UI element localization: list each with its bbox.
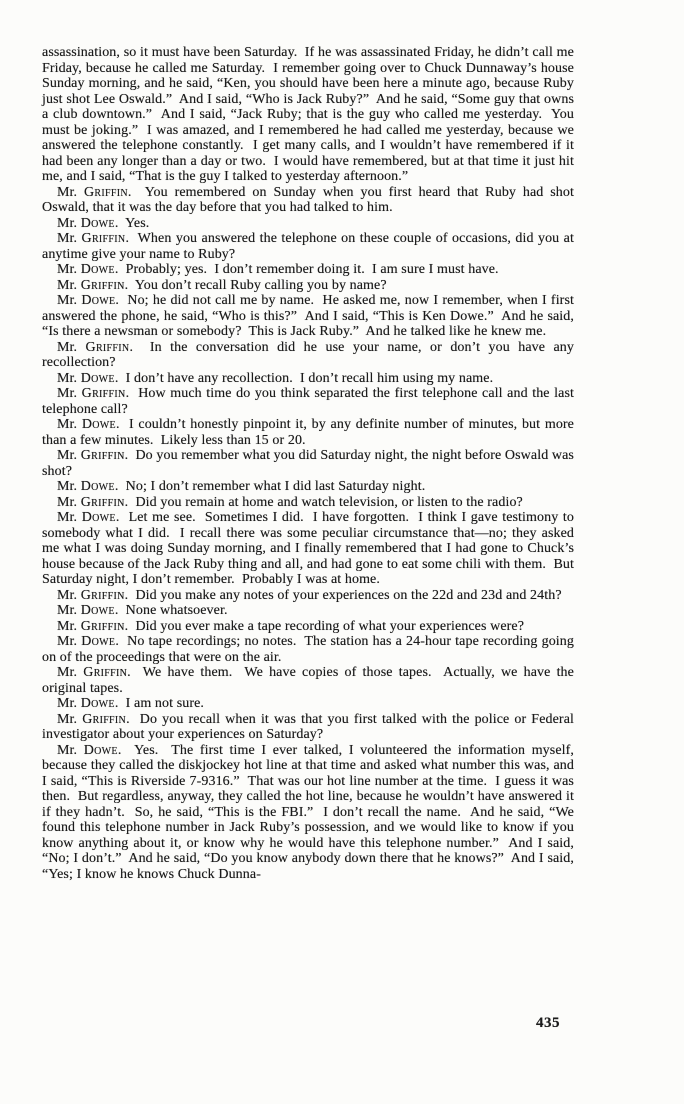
dialogue-section — [42, 184, 578, 883]
speaker-name: Dowe — [81, 510, 116, 525]
speaker-name: Griffin — [83, 665, 128, 680]
speaker-period: . — [114, 215, 126, 231]
speaker-name: Griffin — [81, 231, 126, 246]
speaker-name: Griffin — [82, 711, 127, 727]
speaker-prefix: Mr. — [57, 386, 82, 401]
speaker-prefix: Mr. — [57, 417, 82, 432]
speaker-period: . — [115, 293, 128, 308]
speaker-prefix: Mr. — [57, 587, 81, 603]
speaker-prefix: Mr. — [57, 494, 81, 510]
dialogue-paragraph — [42, 634, 578, 665]
dialogue-paragraph — [42, 184, 578, 216]
speaker-period: . — [115, 417, 129, 432]
dialogue-text: No tape recordings; no notes. The station has a 24-hour tape recording going on of the proceedings that were on the air. — [42, 634, 578, 665]
dialogue-paragraph — [42, 293, 578, 340]
speaker-name: Dowe — [80, 603, 115, 618]
speaker-prefix: Mr. — [57, 448, 81, 463]
dialogue-text: We have them. We have copies of those tapes. Actually, we have the original tapes. — [42, 665, 578, 696]
speaker-name: Dowe — [83, 742, 118, 758]
speaker-name: Griffin — [80, 618, 125, 634]
speaker-period: . — [114, 262, 126, 277]
speaker-name: Dowe — [80, 262, 115, 277]
speaker-period: . — [124, 448, 136, 463]
speaker-name: Dowe — [81, 634, 116, 649]
speaker-prefix: Mr. — [57, 510, 82, 525]
dialogue-text: Yes. The first time I ever talked, I volunteered the information myself, because they called the diskjockey hot line at that time and asked what number this was, and I said, “This is Riverside 7-9316.” That was our hot line number at the time. I guess it was then. But regardless, anyway, they called the hot line, because he wouldn’t have answered it if they hadn’t. So, he said, “This is the FBI.” I don’t recall the name. And he said, “We found this telephone number in Jack Ruby’s possession, and we would like to know if you know anything about it, or know why he would have this telephone number.” And I said, “No; I don’t.” And he said, “Do you know anybody down there that he knows?” And I said, “Yes; I know he knows Chuck Dunna- — [42, 742, 578, 882]
speaker-prefix: Mr. — [57, 277, 81, 293]
dialogue-paragraph — [42, 495, 574, 511]
speaker-name: Dowe — [80, 215, 115, 231]
speaker-period: . — [124, 494, 136, 510]
dialogue-text: Did you remain at home and watch television, or listen to the radio? — [135, 494, 523, 510]
speaker-name: Griffin — [81, 386, 126, 401]
dialogue-paragraph — [42, 665, 578, 696]
speaker-prefix: Mr. — [57, 293, 82, 308]
dialogue-text: You remembered on Sunday when you first heard that Ruby had shot Oswald, that it was the day before that you had talked to him. — [42, 184, 578, 215]
dialogue-paragraph — [42, 619, 574, 635]
dialogue-text: Did you ever make a tape recording of what your experiences were? — [135, 618, 525, 634]
speaker-prefix: Mr. — [57, 665, 84, 680]
dialogue-paragraph — [42, 448, 578, 479]
speaker-name: Griffin — [80, 448, 125, 463]
dialogue-paragraph — [42, 339, 578, 371]
dialogue-paragraph — [42, 371, 574, 387]
speaker-name: Griffin — [80, 587, 125, 603]
dialogue-paragraph — [42, 278, 574, 294]
speaker-prefix: Mr. — [57, 742, 84, 758]
speaker-prefix: Mr. — [57, 215, 81, 231]
dialogue-paragraph — [42, 711, 578, 743]
dialogue-text: I am not sure. — [125, 696, 205, 711]
speaker-prefix: Mr. — [57, 603, 81, 618]
dialogue-paragraph — [42, 262, 574, 278]
speaker-name: Dowe — [81, 293, 116, 308]
page-number: 435 — [536, 1015, 560, 1031]
speaker-prefix: Mr. — [57, 479, 81, 494]
dialogue-text: Let me see. Sometimes I did. I have forgotten. I think I gave testimony to somebody what I did. I recall there was some peculiar circumstance that—no; they asked me what I was doing Sunday morning, and I finally remembered that I had gone to Chuck’s house because of the Jack Ruby thing and all, and had gone to eat some chili with them. But Saturday night, I don’t remember. Probably I was at home. — [42, 510, 578, 587]
dialogue-text: No; he did not call me by name. He asked me, now I remember, when I first answered the phone, he said, “Who is this?” And I said, “This is Ken Dowe.” And he said, “Is there a newsman or somebody? This is Jack Ruby.” And he talked like he knew me. — [42, 293, 578, 339]
dialogue-paragraph — [42, 231, 578, 262]
dialogue-text: None whatsoever. — [125, 603, 228, 618]
dialogue-text: I don’t have any recollection. I don’t recall him using my name. — [125, 370, 494, 386]
speaker-prefix: Mr. — [57, 370, 81, 386]
speaker-period: . — [124, 618, 136, 634]
speaker-period: . — [114, 696, 126, 711]
dialogue-text: How much time do you think separated the first telephone call and the last telephone call? — [42, 386, 578, 417]
speaker-name: Dowe — [81, 417, 116, 432]
dialogue-text: You don’t recall Ruby calling you by name? — [134, 277, 387, 293]
speaker-prefix: Mr. — [57, 262, 81, 277]
speaker-period: . — [124, 277, 135, 293]
dialogue-paragraph — [42, 742, 578, 883]
dialogue-text: Probably; yes. I don’t remember doing it. I am sure I must have. — [125, 262, 499, 277]
speaker-period: . — [127, 665, 143, 680]
speaker-prefix: Mr. — [57, 618, 81, 634]
speaker-period: . — [125, 231, 138, 246]
dialogue-paragraph — [42, 386, 578, 417]
dialogue-paragraph — [42, 696, 574, 712]
speaker-prefix: Mr. — [57, 711, 83, 727]
dialogue-text: Did you make any notes of your experiences on the 22d and 23d and 24th? — [135, 587, 562, 603]
dialogue-text: Yes. — [125, 215, 150, 231]
speaker-period: . — [115, 634, 128, 649]
speaker-period: . — [127, 184, 145, 200]
speaker-name: Griffin — [80, 494, 125, 510]
speaker-period: . — [117, 742, 135, 758]
dialogue-paragraph — [42, 603, 574, 619]
speaker-period: . — [126, 711, 140, 727]
dialogue-paragraph — [42, 510, 578, 588]
speaker-period: . — [114, 370, 126, 386]
dialogue-text: Do you remember what you did Saturday night, the night before Oswald was shot? — [42, 448, 578, 479]
speaker-prefix: Mr. — [57, 634, 82, 649]
dialogue-paragraph — [42, 588, 574, 604]
speaker-period: . — [125, 386, 139, 401]
dialogue-text: In the conversation did he use your name, or don’t you have any recollection? — [42, 339, 578, 370]
speaker-period: . — [114, 479, 126, 494]
speaker-name: Griffin — [85, 339, 130, 355]
speaker-prefix: Mr. — [57, 696, 81, 711]
dialogue-paragraph — [42, 417, 578, 448]
speaker-name: Griffin — [80, 277, 125, 293]
dialogue-paragraph — [42, 216, 574, 232]
testimony-text-column — [42, 45, 578, 882]
speaker-name: Griffin — [84, 184, 128, 200]
speaker-period: . — [115, 510, 129, 525]
speaker-period: . — [129, 339, 150, 355]
speaker-name: Dowe — [80, 696, 115, 711]
dialogue-text: I couldn’t honestly pinpoint it, by any definite number of minutes, but more than a few minutes. Likely less than 15 or 20. — [42, 417, 578, 448]
dialogue-paragraph — [42, 479, 574, 495]
dialogue-text: No; I don’t remember what I did last Saturday night. — [125, 479, 426, 494]
speaker-prefix: Mr. — [57, 231, 82, 246]
speaker-name: Dowe — [80, 479, 115, 494]
speaker-period: . — [114, 603, 126, 618]
continuation-paragraph: assassination, so it must have been Saturday. If he was assassinated Friday, he didn’t call me Friday, because he called me Saturday. I remember going over to Chuck Dunnaway’s house Sunday morning, and he said, “Ken, you should have been here a minute ago, because Ruby just shot Lee Oswald.” And I said, “Who is Jack Ruby?” And he said, “Some guy that owns a club downtown.” And I said, “Jack Ruby; that is the guy who called me yesterday. You must be joking.” I was amazed, and I remembered he had called me yesterday, because we answered the telephone constantly. I get many calls, and I wouldn’t have remembered if it had been any longer than a day or two. I would have remembered, but at that time it just hit me, and I said, “That is the guy I talked to yesterday afternoon.” — [42, 45, 578, 184]
speaker-name: Dowe — [80, 370, 115, 386]
dialogue-text: Do you recall when it was that you first talked with the police or Federal investigator about your experiences on Saturday? — [42, 711, 578, 742]
speaker-prefix: Mr. — [57, 184, 84, 200]
speaker-prefix: Mr. — [57, 339, 86, 355]
dialogue-text: When you answered the telephone on these couple of occasions, did you at anytime give your name to Ruby? — [42, 231, 578, 262]
speaker-period: . — [124, 587, 136, 603]
